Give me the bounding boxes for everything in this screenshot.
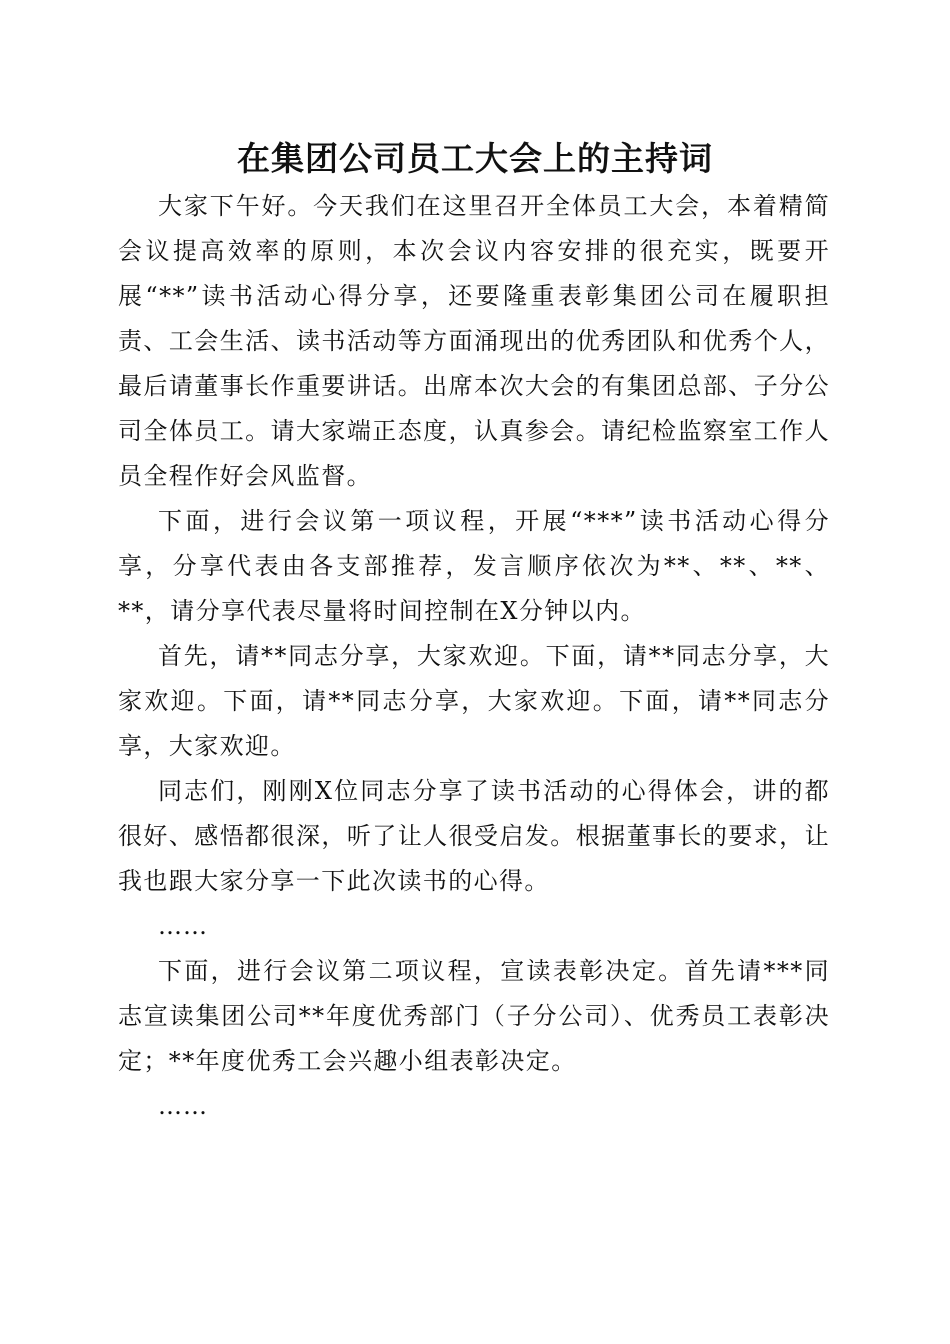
paragraph-opening: 大家下午好。今天我们在这里召开全体员工大会，本着精简会议提高效率的原则，本次会议内容安排的很充实，既要开展“**”读书活动心得分享，还要隆重表彰集团公司在履职担责、工会生活、读书活动等方面涌现出的优秀团队和优秀个人，最后请董事长作重要讲话。出席本次大会的有集团总部、子分公司全体员工。请大家端正态度，认真参会。请纪检监察室工作人员全程作好会风监督。 xyxy=(118,192,830,490)
ellipsis-1: …… xyxy=(158,912,208,940)
ellipsis-2: …… xyxy=(158,1092,208,1120)
paragraph-summary: 同志们，刚刚X位同志分享了读书活动的心得体会，讲的都很好、感悟都很深，听了让人很受启发。根据董事长的要求，让我也跟大家分享一下此次读书的心得。 xyxy=(118,777,830,895)
document-body xyxy=(118,184,830,1129)
document-title: 在集团公司员工大会上的主持词 xyxy=(237,139,713,178)
paragraph-agenda-two: 下面，进行会议第二项议程，宣读表彰决定。首先请***同志宣读集团公司**年度优秀部门（子分公司）、优秀员工表彰决定；**年度优秀工会兴趣小组表彰决定。 xyxy=(118,957,830,1075)
paragraph-agenda-one: 下面，进行会议第一项议程，开展“***”读书活动心得分享，分享代表由各支部推荐，发言顺序依次为**、**、**、**，请分享代表尽量将时间控制在X分钟以内。 xyxy=(118,507,830,625)
paragraph-speakers: 首先，请**同志分享，大家欢迎。下面，请**同志分享，大家欢迎。下面，请**同志分享，大家欢迎。下面，请**同志分享，大家欢迎。 xyxy=(118,642,830,760)
